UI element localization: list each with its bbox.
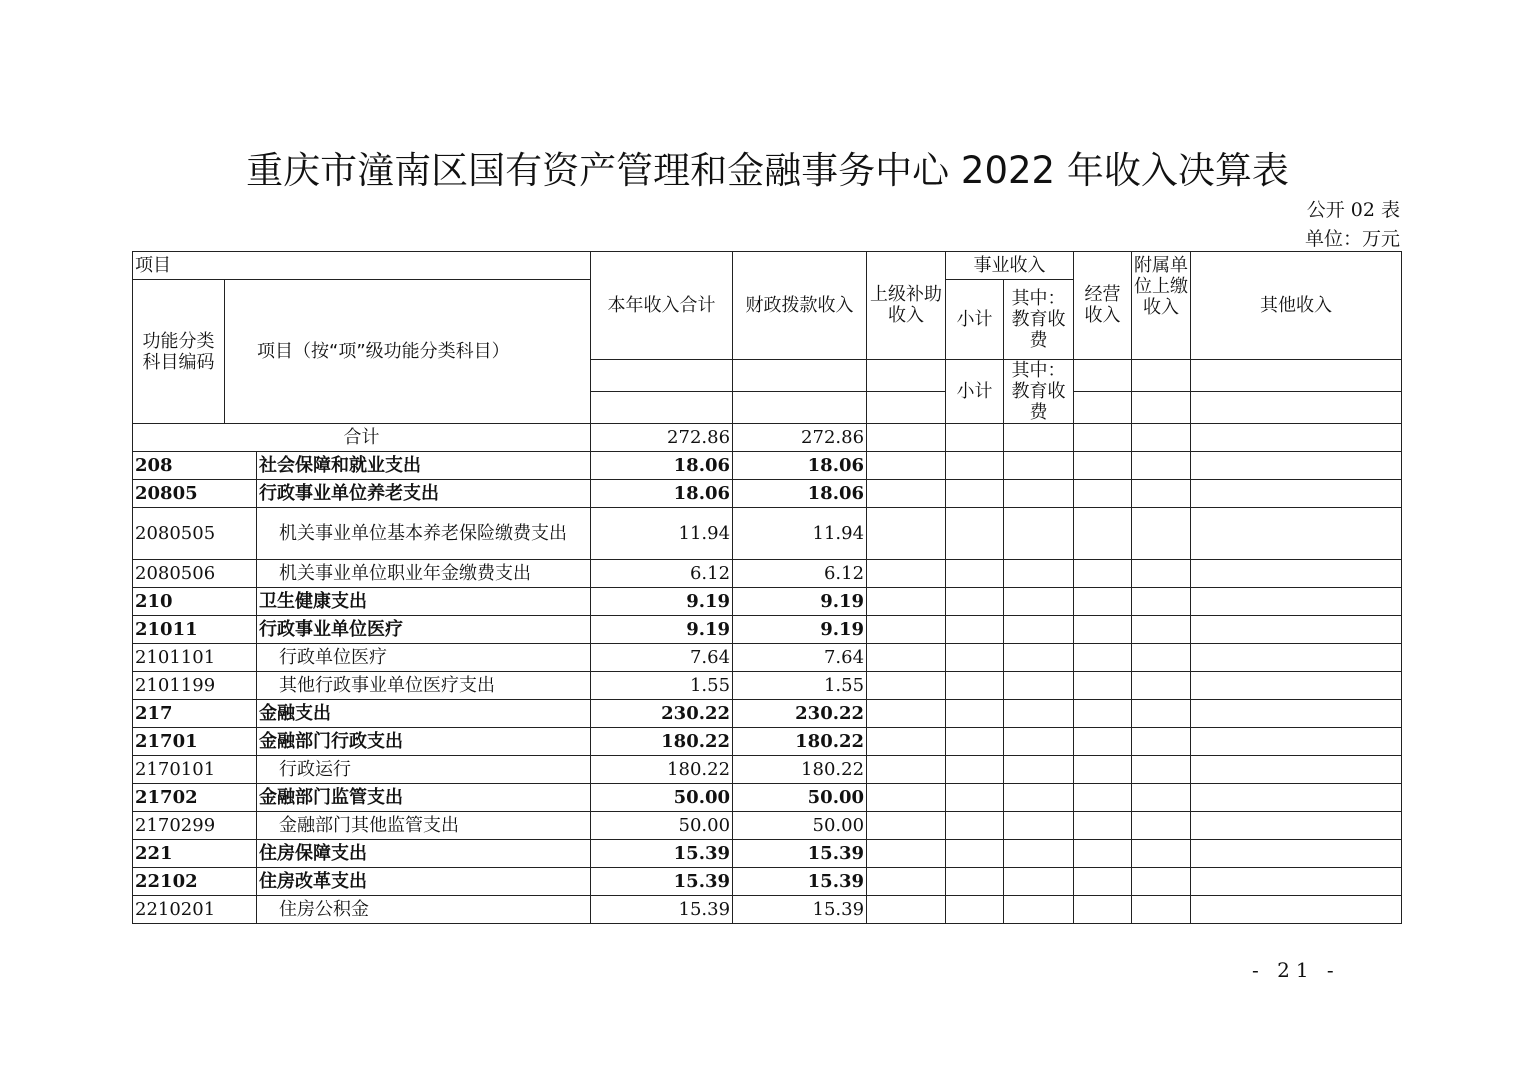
row-code: 221 bbox=[133, 840, 257, 868]
row-name: 住房公积金 bbox=[257, 896, 591, 924]
table-row bbox=[133, 700, 1402, 728]
row-fiscal: 180.22 bbox=[733, 756, 867, 784]
header-total-income: 本年收入合计 bbox=[591, 252, 733, 360]
row-total: 7.64 bbox=[591, 644, 733, 672]
row-total: 11.94 bbox=[591, 508, 733, 560]
table-row bbox=[133, 616, 1402, 644]
table-row bbox=[133, 588, 1402, 616]
row-code: 2080505 bbox=[133, 508, 257, 560]
row-name: 卫生健康支出 bbox=[257, 588, 591, 616]
table-row bbox=[133, 840, 1402, 868]
row-code: 21011 bbox=[133, 616, 257, 644]
row-total: 50.00 bbox=[591, 784, 733, 812]
row-total: 1.55 bbox=[591, 672, 733, 700]
table-row bbox=[133, 480, 1402, 508]
row-fiscal: 15.39 bbox=[733, 868, 867, 896]
page-title: 重庆市潼南区国有资产管理和金融事务中心 2022 年收入决算表 bbox=[246, 149, 1289, 192]
row-fiscal: 50.00 bbox=[733, 784, 867, 812]
row-name: 金融部门行政支出 bbox=[257, 728, 591, 756]
row-name: 住房改革支出 bbox=[257, 868, 591, 896]
row-code: 210 bbox=[133, 588, 257, 616]
header-affiliated: 附属单位上缴收入 bbox=[1132, 252, 1191, 360]
row-code: 21702 bbox=[133, 784, 257, 812]
row-name: 行政事业单位医疗 bbox=[257, 616, 591, 644]
row-name: 行政运行 bbox=[257, 756, 591, 784]
row-total: 15.39 bbox=[591, 868, 733, 896]
table-number: 公开 02 表 bbox=[1306, 199, 1400, 221]
row-fiscal: 9.19 bbox=[733, 616, 867, 644]
row-total: 230.22 bbox=[591, 700, 733, 728]
row-code: 21701 bbox=[133, 728, 257, 756]
table-row bbox=[133, 728, 1402, 756]
row-total: 15.39 bbox=[591, 896, 733, 924]
header-name: 项目（按“项”级功能分类科目） bbox=[225, 280, 591, 424]
row-code: 2101101 bbox=[133, 644, 257, 672]
table-row bbox=[133, 756, 1402, 784]
total-fiscal-value: 272.86 bbox=[733, 424, 867, 452]
row-name: 金融支出 bbox=[257, 700, 591, 728]
row-fiscal: 18.06 bbox=[733, 480, 867, 508]
table-row bbox=[133, 508, 1402, 560]
row-name: 行政事业单位养老支出 bbox=[257, 480, 591, 508]
total-row bbox=[133, 424, 1402, 452]
row-name: 行政单位医疗 bbox=[257, 644, 591, 672]
header-operating: 经营收入 bbox=[1074, 252, 1132, 360]
row-fiscal: 50.00 bbox=[733, 812, 867, 840]
table-row bbox=[133, 812, 1402, 840]
row-total: 18.06 bbox=[591, 480, 733, 508]
row-total: 180.22 bbox=[591, 756, 733, 784]
header-superior: 上级补助收入 bbox=[867, 252, 946, 360]
row-fiscal: 6.12 bbox=[733, 560, 867, 588]
total-income-value: 272.86 bbox=[591, 424, 733, 452]
row-fiscal: 180.22 bbox=[733, 728, 867, 756]
header-subtotal-2: 小计 bbox=[946, 360, 1004, 424]
row-fiscal: 9.19 bbox=[733, 588, 867, 616]
row-fiscal: 15.39 bbox=[733, 896, 867, 924]
table-row bbox=[133, 644, 1402, 672]
row-fiscal: 18.06 bbox=[733, 452, 867, 480]
row-total: 50.00 bbox=[591, 812, 733, 840]
table-row bbox=[133, 896, 1402, 924]
header-other: 其他收入 bbox=[1191, 252, 1402, 360]
row-total: 180.22 bbox=[591, 728, 733, 756]
row-name: 其他行政事业单位医疗支出 bbox=[257, 672, 591, 700]
row-code: 22102 bbox=[133, 868, 257, 896]
table-row bbox=[133, 452, 1402, 480]
row-name: 住房保障支出 bbox=[257, 840, 591, 868]
table-row bbox=[133, 672, 1402, 700]
row-fiscal: 1.55 bbox=[733, 672, 867, 700]
row-name: 机关事业单位基本养老保险缴费支出 bbox=[257, 508, 591, 560]
row-total: 15.39 bbox=[591, 840, 733, 868]
table-row bbox=[133, 560, 1402, 588]
row-total: 6.12 bbox=[591, 560, 733, 588]
row-fiscal: 230.22 bbox=[733, 700, 867, 728]
row-total: 9.19 bbox=[591, 588, 733, 616]
row-total: 9.19 bbox=[591, 616, 733, 644]
unit-label: 单位：万元 bbox=[1304, 228, 1400, 250]
total-label: 合计 bbox=[133, 424, 591, 452]
header-code: 功能分类科目编码 bbox=[133, 280, 225, 424]
row-total: 18.06 bbox=[591, 452, 733, 480]
row-name: 金融部门监管支出 bbox=[257, 784, 591, 812]
row-code: 217 bbox=[133, 700, 257, 728]
row-code: 2101199 bbox=[133, 672, 257, 700]
table-row bbox=[133, 784, 1402, 812]
header-subtotal: 小计 bbox=[946, 280, 1004, 360]
header-item: 项目 bbox=[133, 252, 591, 280]
row-name: 机关事业单位职业年金缴费支出 bbox=[257, 560, 591, 588]
table-row bbox=[133, 868, 1402, 896]
header-business: 事业收入 bbox=[946, 252, 1074, 280]
header-edu: 其中：教育收费 bbox=[1004, 280, 1074, 360]
row-code: 2170101 bbox=[133, 756, 257, 784]
header-fiscal: 财政拨款收入 bbox=[733, 252, 867, 360]
row-code: 2080506 bbox=[133, 560, 257, 588]
row-fiscal: 7.64 bbox=[733, 644, 867, 672]
row-name: 社会保障和就业支出 bbox=[257, 452, 591, 480]
row-code: 2170299 bbox=[133, 812, 257, 840]
row-code: 2210201 bbox=[133, 896, 257, 924]
row-fiscal: 11.94 bbox=[733, 508, 867, 560]
row-name: 金融部门其他监管支出 bbox=[257, 812, 591, 840]
row-code: 20805 bbox=[133, 480, 257, 508]
row-fiscal: 15.39 bbox=[733, 840, 867, 868]
header-edu-2: 其中：教育收费 bbox=[1004, 360, 1074, 424]
page-number: - 21 - bbox=[1252, 958, 1340, 982]
income-table bbox=[132, 251, 1402, 924]
row-code: 208 bbox=[133, 452, 257, 480]
